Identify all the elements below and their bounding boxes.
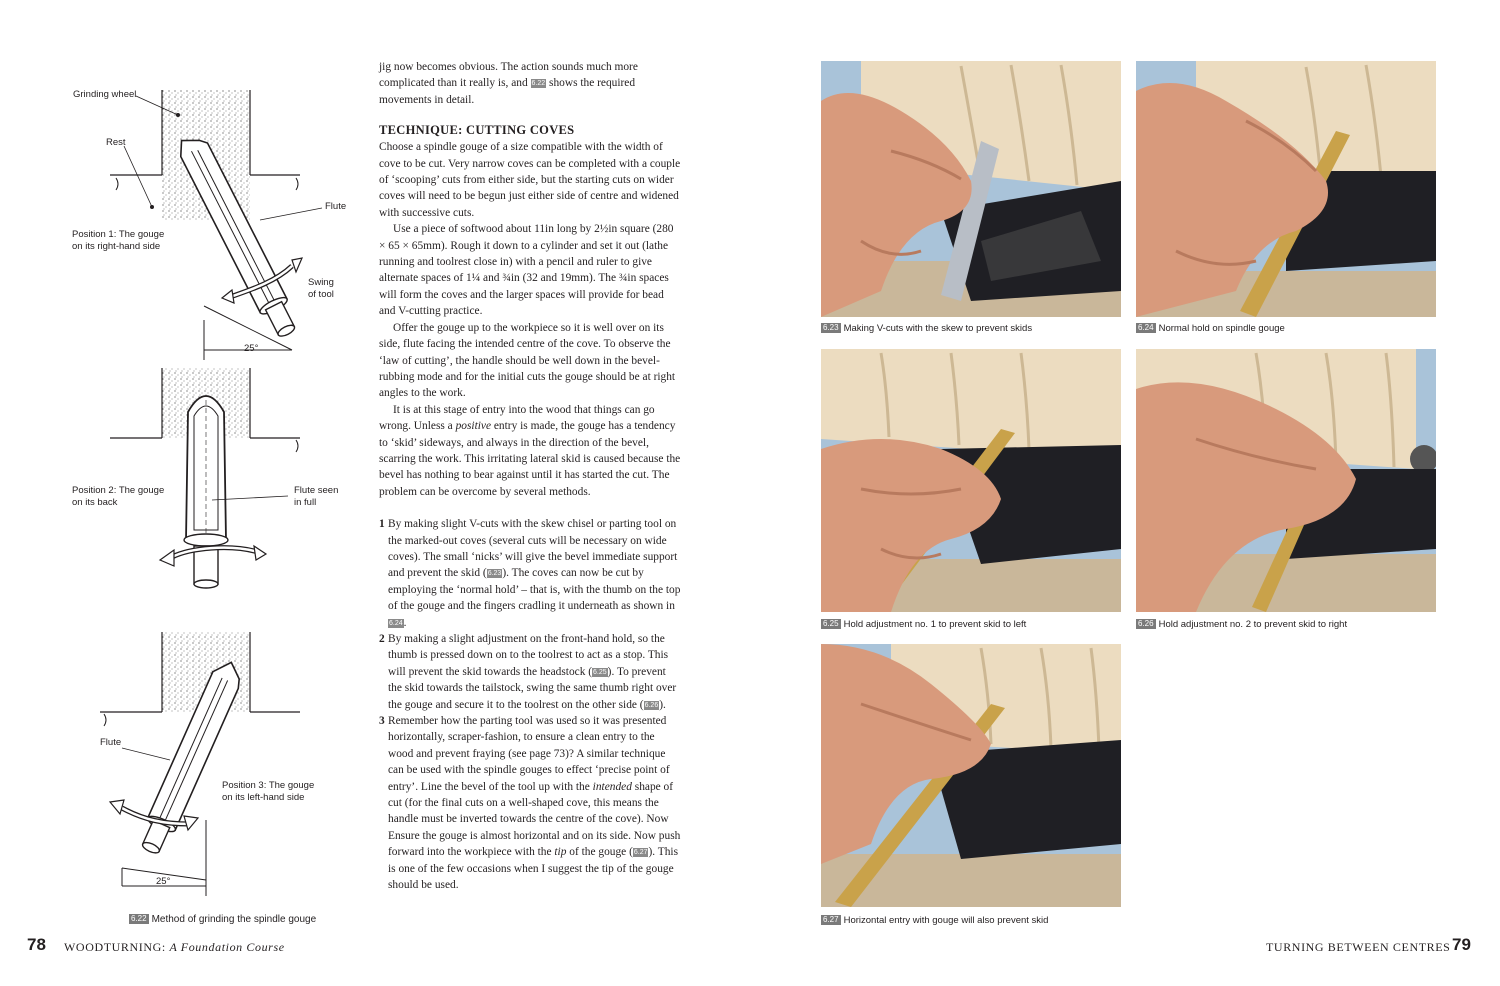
figure-number: 6.27 xyxy=(823,915,839,924)
photo-6-24-image xyxy=(1136,61,1436,317)
list-text: . xyxy=(403,616,407,629)
list-text: ). The coves can now be cut by employing the ‘normal hold’ – that is, with the thumb on the top of the gouge and the fingers cradling it underneath as shown in xyxy=(388,567,681,613)
label-swing-of-tool: Swing of tool xyxy=(308,277,334,300)
right-page-number: 79 xyxy=(1452,935,1471,954)
photo-6-23-caption xyxy=(821,323,1032,335)
paragraph-3: Offer the gouge up to the workpiece so it is well over on its side, flute facing the intended centre of the cove. To observe the ‘law of cutting’, the handle should be well down in the bevel-rubbing mode and for the initial cuts the gouge should be at right angles to the work. xyxy=(379,321,676,400)
body-text-column xyxy=(379,59,682,894)
caption-text: Method of grinding the spindle gouge xyxy=(151,914,317,925)
diagram-caption xyxy=(129,914,316,926)
photo-6-27 xyxy=(821,644,1121,907)
paragraph-4-emphasis: positive xyxy=(455,420,492,433)
grinding-diagram xyxy=(60,60,350,910)
photo-6-27-caption xyxy=(821,915,1048,927)
paragraph-1: Choose a spindle gouge of a size compatible with the width of cove to be cut. Very narrow coves can be completed with a couple of ‘scooping’ cuts from either side, but the starting cuts on wider coves will need to be begun just either side of centre and widened with successive cuts. xyxy=(379,141,681,219)
list-item xyxy=(379,713,682,893)
intro-text-end: shows the required movements in detail. xyxy=(379,77,636,106)
caption-text: Hold adjustment no. 2 to prevent skid to right xyxy=(1158,619,1348,630)
figure-number: 6.23 xyxy=(823,323,839,332)
right-running-head: TURNING BETWEEN CENTRES xyxy=(1266,940,1451,954)
label-grinding-wheel: Grinding wheel xyxy=(73,89,137,100)
list-number: 2 xyxy=(379,633,385,645)
photo-6-25-caption xyxy=(821,619,1026,631)
photo-6-25 xyxy=(821,349,1121,612)
figure-ref: 6.27 xyxy=(633,849,648,857)
caption-text: Normal hold on spindle gouge xyxy=(1158,323,1285,334)
list-item xyxy=(379,631,682,713)
caption-text: Horizontal entry with gouge will also prevent skid xyxy=(843,915,1049,926)
photo-6-25-image xyxy=(821,349,1121,612)
figure-ref: 6.25 xyxy=(593,668,607,676)
photo-6-23-image xyxy=(821,61,1121,317)
left-page-number: 78 xyxy=(27,935,46,954)
photo-6-26-caption xyxy=(1136,619,1347,631)
photo-6-23 xyxy=(821,61,1121,317)
methods-list xyxy=(379,516,682,893)
list-text: ). xyxy=(659,698,666,711)
list-text: of the gouge ( xyxy=(569,846,633,859)
figure-number: 6.24 xyxy=(1138,323,1154,332)
figure-ref: 6.24 xyxy=(389,619,403,627)
photo-6-26-image xyxy=(1136,349,1436,612)
figure-number: 6.25 xyxy=(823,619,839,628)
photo-6-24-caption xyxy=(1136,323,1285,335)
list-number: 3 xyxy=(379,715,385,728)
label-position-1: Position 1: The gouge on its right-hand side xyxy=(72,229,165,252)
intro-text: jig now becomes obvious. The action sounds much more complicated than it really is, and xyxy=(379,61,638,90)
section-heading: TECHNIQUE: CUTTING COVES xyxy=(379,123,575,138)
list-text: ). This is one of the few occasions when I suggest the tip of the gouge should be used. xyxy=(388,846,679,892)
figure-number: 6.26 xyxy=(1138,619,1154,628)
list-text: Remember how the parting tool was used so it was presented horizontally, scraper-fashion, to ensure a clean entry to the wood and prevent fraying (see page 73)? A similar technique can be used with the spindle gouges to effect ‘precise point of entry’. Line the bevel of the tool up with the xyxy=(388,715,670,793)
label-position-2: Position 2: The gouge on its back xyxy=(72,485,165,508)
paragraph-4-text-end: entry is made, the gouge has a tendency to ‘skid’ sideways, and always in the direction of the bevel, scarring the work. This irritating lateral skid is caused because the bevel has nothing to bear against until it has started the cut. The problem can be overcome by several methods. xyxy=(379,420,681,498)
label-flute-3: Flute xyxy=(100,737,122,748)
caption-text: Making V-cuts with the skew to prevent skids xyxy=(843,323,1033,334)
photo-6-26 xyxy=(1136,349,1436,612)
photo-6-24 xyxy=(1136,61,1436,317)
book-title: WOODTURNING: xyxy=(64,940,166,954)
list-text: shape of cut (for the final cuts on a well-shaped cove, this means the handle must be inverted towards the centre of the cove). Now Ensure the gouge is almost horizontal and on its side. Now push forward into the workpiece with the xyxy=(388,780,681,859)
photo-6-27-image xyxy=(821,644,1121,907)
label-flute-seen: Flute seen in full xyxy=(294,485,339,508)
list-text: By making a slight adjustment on the front-hand hold, so the thumb is pressed down on to the toolrest to act as a stop. This will prevent the skid towards the headstock ( xyxy=(388,633,669,678)
list-number: 1 xyxy=(379,518,385,531)
list-item xyxy=(379,516,682,631)
figure-ref: 6.22 xyxy=(531,80,546,88)
paragraph-4-text: It is at this stage of entry into the wood that things can go wrong. Unless a xyxy=(379,403,655,433)
list-text: ). To prevent the skid towards the tailstock, swing the same thumb right over the gouge and secure it to the toolrest on the other side ( xyxy=(388,665,677,711)
label-angle-3: 25° xyxy=(156,876,171,887)
label-rest: Rest xyxy=(106,137,126,148)
figure-ref: 6.23 xyxy=(487,570,502,578)
paragraph-2: Use a piece of softwood about 11in long by 2½in square (280 × 65 × 65mm). Rough it down to a cylinder and set it out (lathe running and toolrest close in) with a pencil and ruler to give alternate spaces of 1¼ and ¾in (32 and 19mm). The ¾in spaces will form the coves and the larger spaces will provide for bead and V-cutting practice. xyxy=(379,223,674,318)
left-running-head xyxy=(64,940,285,954)
figure-number: 6.22 xyxy=(131,914,147,923)
list-emphasis: tip xyxy=(554,846,567,859)
label-angle-1: 25° xyxy=(244,343,259,354)
label-flute-1: Flute xyxy=(325,201,347,212)
intro-paragraph xyxy=(379,59,682,108)
list-text: By making slight V-cuts with the skew chisel or parting tool on the marked-out coves (several cuts will be necessary on wide coves). The small ‘nicks’ will give the bevel immediate support and prevent the skid ( xyxy=(388,518,678,580)
figure-ref: 6.26 xyxy=(644,701,659,709)
list-emphasis: intended xyxy=(592,780,632,793)
label-position-3: Position 3: The gouge on its left-hand side xyxy=(222,780,315,803)
caption-text: Hold adjustment no. 1 to prevent skid to left xyxy=(843,619,1027,630)
book-subtitle: A Foundation Course xyxy=(169,940,285,954)
paragraph-4 xyxy=(379,402,682,500)
